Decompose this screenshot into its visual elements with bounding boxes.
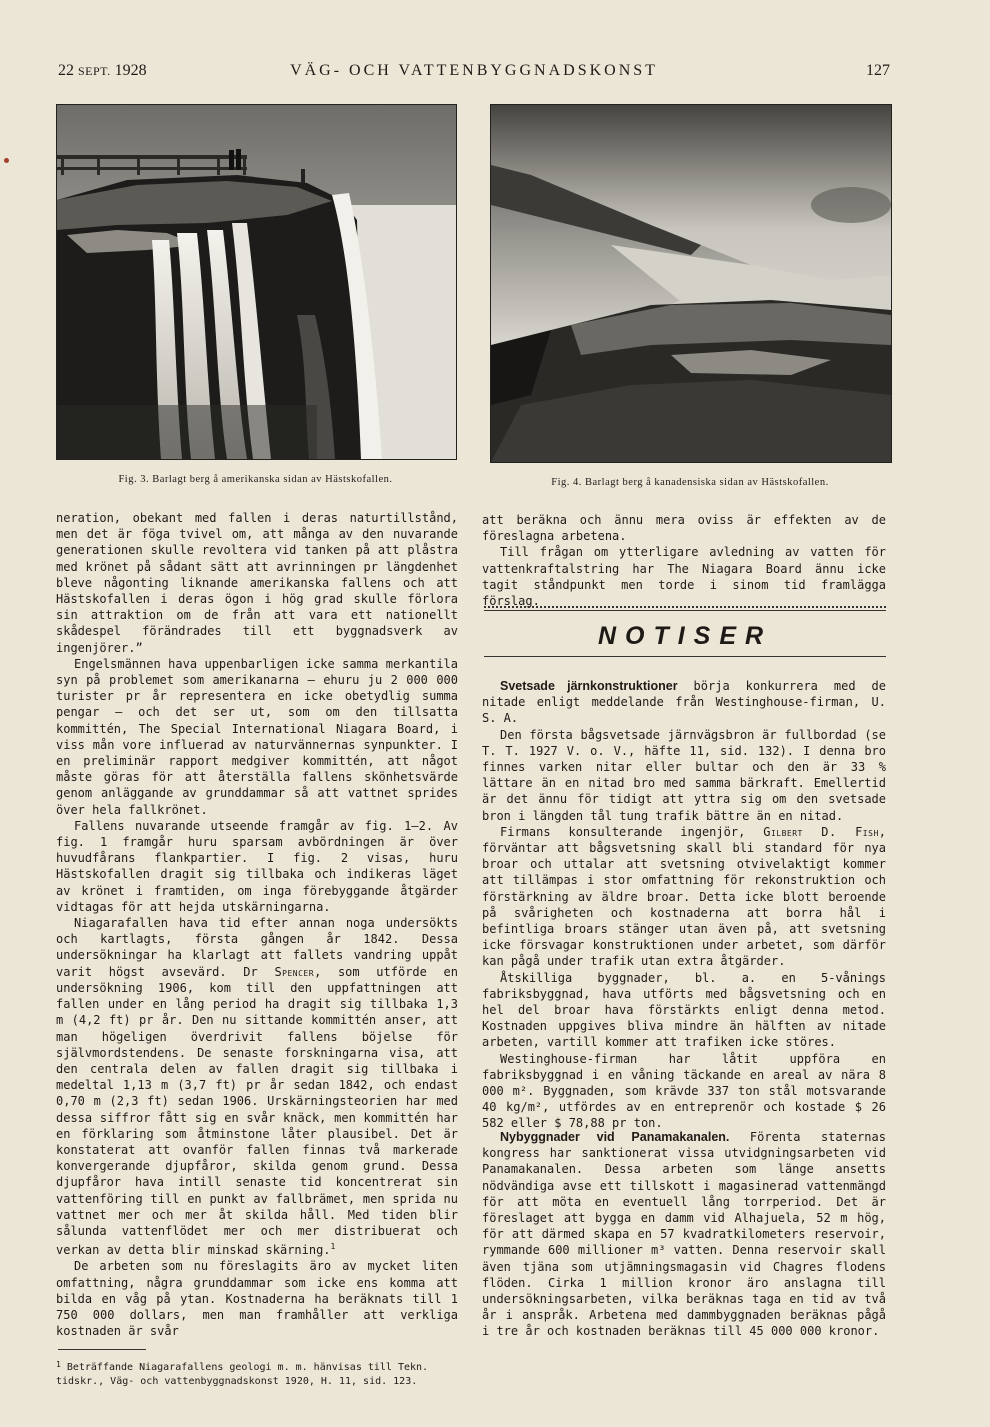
paragraph: De arbeten som nu föreslagits äro av mycket liten omfattning, några grunddammar som icke ens komma att bilda en våg på ytan. Kostnaderna ha beräknats till 1 750 000 dollars, men man framhåller att verkliga kostnaden är svår <box>56 1259 458 1339</box>
notes-column <box>482 678 886 1132</box>
panama-note <box>482 1129 886 1340</box>
paragraph: Till frågan om ytterligare avledning av vatten för vattenkraftalstring har The Niagara Board ännu icke tagit ståndpunkt men torde i sinom tid framlägga förslag. <box>482 545 886 609</box>
footnote-ref: 1 <box>330 1242 336 1252</box>
paragraph: att beräkna och ännu mera oviss är effekten av de föreslagna arbetena. <box>482 513 886 544</box>
note-heading: Nybyggnader vid Panamakanalen. <box>500 1130 730 1144</box>
divider <box>484 656 886 657</box>
footnote: $^1$ Beträffande Niagarafallens geologi m. m. hänvisas till Tekn. tidskr., Väg- och vattenbyggnadskonst 1920, H. 11, sid. 123. <box>56 1360 429 1387</box>
notiser-section-header <box>484 602 886 658</box>
paragraph: Åtskilliga byggnader, bl. a. en 5-vånings fabriksbyggnad, hava utförts med bågsvetsning och en hel del broar hava förstärkts enligt denna metod. Kostnaden uppgives bliva mindre än hälften av nitade arbeten, vartill kommer att trafiken icke störes. <box>482 970 886 1050</box>
author-name: Gilbert D. Fish <box>763 824 879 839</box>
paragraph: Niagarafallen hava tid efter annan noga undersökts och kartlagts, första gången år 1842. Dessa undersökningar ha klarlagt att fallets vandring uppåt varit högst avsevärd. Dr Spencer, som utförde en undersökning 1906, kom till den uppfattningen att fallen under en lång period ha dragit sig tillbaka 1,3 m (4,2 ft) pr år. Den nu sittande kommittén anser, att man högeligen överdrivit fallens böjelse för självmordstendens. De senaste forskningarna visa, att den centrala delen av fallen dragit sig tillbaka i medeltal 1,13 m (3,7 ft) pr år sedan 1842, och endast 0,70 m (2,3 ft) sedan 1906. Urskärningsteorien har med dessa siffror fått sig en svår knäck, men kommittén har en förklaring som åtminstone låter plausibel. Det är konstaterat att ovanför fallen finnas två markerade konvergerande djupfåror, skilda genom grund. Dessa djupfåror hava intill senaste tid koncentrerat sin vattenföring till en punkt av fallbrämet, men sprida nu vattnet mer och mer åt skilda håll. Med tiden blir sålunda vattenflödet mer och mer distribuerat och verkan av detta blir minskad skärning.$^1$ <box>56 916 459 1258</box>
footnote-divider <box>58 1349 146 1350</box>
paragraph: Engelsmännen hava uppenbarligen icke samma merkantila syn på problemet som amerikanarna — ehuru ju 2 000 000 turister pr år representera en icke obetydlig summa pengar — och det ser ut, som om den tillsatta kommittén, The Special International Niagara Board, i viss mån vore influerad av naturvännernas synpunkter. I en preliminär rapport medgiver kommittén, att något måste göras för att återställa fallens skönhetsvärde genom anläggande av grunddammar så att vattnet sprides över hela fallkrönet. <box>56 656 458 817</box>
figure-3-caption: Fig. 3. Barlagt berg å amerikanska sidan av Hästskofallen. <box>118 474 393 485</box>
horseshoe-falls-image <box>491 105 891 462</box>
waterfall-cliff-image <box>57 105 456 459</box>
ink-speck <box>4 158 9 163</box>
issue-date: 22 SEPT. 1928 <box>58 62 147 79</box>
page-number: 127 <box>866 62 890 79</box>
figure-4-photo <box>490 104 892 463</box>
figure-4-caption: Fig. 4. Barlagt berg å kanadensiska sidan av Hästskofallen. <box>551 477 829 488</box>
note-heading: Svetsade järnkonstruktioner <box>500 679 678 693</box>
paragraph: Svetsade järnkonstruktioner börja konkurrera med de nitade enligt meddelande från Westinghouse-firman, U. S. A. <box>482 679 886 726</box>
author-name: Spencer <box>274 964 315 979</box>
running-header <box>58 62 890 86</box>
section-title: NOTISER <box>597 622 773 650</box>
paragraph: neration, obekant med fallen i deras naturtillstånd, men det är föga tvivel om, att många av den nuvarande generationen skulle revoltera vid tanken på att plåstra med krönet på sådant sätt att avrinningen pr längdenhet bleve någonting liknande amerikanska fallens och att Hästskofallen i deras ögon i hög grad skulle förlora sin attraktion om de från att vara ett nationellt skådespel förändrades till ett byggnadsverk av ingenjörer.” <box>56 511 458 655</box>
journal-title: VÄG- OCH VATTENBYGGNADSKONST <box>290 62 658 79</box>
paragraph: Westinghouse-firman har låtit uppföra en fabriksbyggnad i en våning täckande en areal av nära 8 000 m². Byggnaden, som krävde 337 ton stål motsvarande 40 kg/m², utfördes av en entreprenör och kostade $ 26 582 eller $ 78,88 pr ton. <box>482 1051 886 1131</box>
paragraph: Nybyggnader vid Panamakanalen. Förenta staternas kongress har sanktionerat vissa utvidgningsarbeten vid Panamakanalen. Dessa arbeten som länge ansetts nödvändiga avse ett tillskott i magasinerad vattenmängd för att möta en eventuell lång torrperiod. Det är föreslaget att bygga en damm vid Alhajuela, 52 m hög, för att därmed skapa en 57 kvadratkilometers reservoir, rymmande 600 millioner m³ vatten. Denna reservoir skall även tjäna som utjämningsmagasin vid Chagres flodens flöden. Cirka 1 million kronor äro anslagna till undersökningsarbeten, vilka beräknas taga en tid av två år i anspråk. Arbetena med dammbyggnaden beräknas pågå i tre år och kostnaden beräknas till 45 000 000 kronor. <box>482 1130 886 1339</box>
divider <box>484 610 886 611</box>
divider <box>484 606 886 608</box>
paragraph: Fallens nuvarande utseende framgår av fig. 1—2. Av fig. 1 framgår huru sparsam avbördningen är över huvudfårans flankpartier. I fig. 2 visas, huru Hästskofallen dragit sig tillbaka och indikeras läget av krönet i framtiden, om inga förebyggande åtgärder vidtagas för att hejda utskärningarna. <box>56 818 458 914</box>
paragraph: Firmans konsulterande ingenjör, Gilbert D. Fish, förväntar att bågsvetsning skall bli standard för nya broar och uttalar att svetsning otvivelaktigt kommer att tillämpas i stor omfattning för rekonstruktion och förstärkning av äldre broar. Detta icke blott beroende på svårigheten och kostnaderna att borra hål i befintliga broars stänger utan även på, att svetsning icke försvagar konstruktionen under arbetet, som därför kan pågå under trafik utan extra åtgärder. <box>482 824 886 969</box>
paragraph: Den första bågsvetsade järnvägsbron är fullbordad (se T. T. 1927 V. o. V., häfte 11, sid. 132). I denna bro finnes varken nitar eller bultar och den är 33 % lättare än en nitad bro med samma bärkraft. Emellertid är det ännu för tidigt att yttra sig om den svetsade bron i längden tål tung trafik bättre än en nitad. <box>482 727 886 823</box>
figure-3-photo <box>56 104 457 460</box>
left-text-column <box>56 510 458 1339</box>
right-text-column <box>482 512 886 609</box>
